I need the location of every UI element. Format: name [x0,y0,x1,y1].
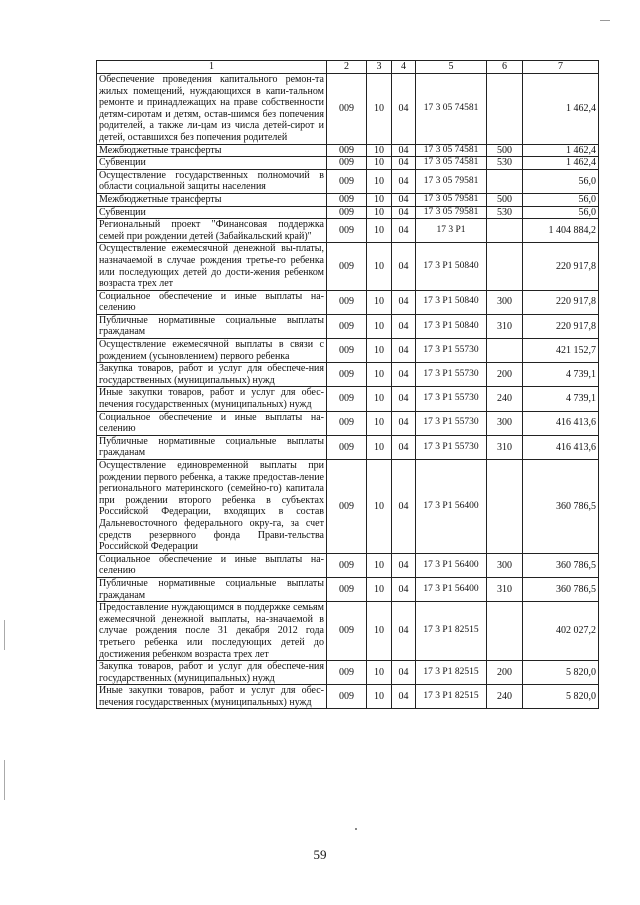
grbs-code-cell: 009 [327,577,367,601]
row-name-cell: Осуществление ежемесячной денежной вы-платы, назначаемой в случае рождения третье-го ребенка или последующих детей до дости-жения ребенком возраста трех лет [97,243,327,290]
amount-cell: 421 152,7 [523,339,599,363]
grbs-code-cell: 009 [327,290,367,314]
section-code-cell: 10 [367,602,392,661]
row-name-cell: Субвенции [97,157,327,170]
row-name-cell: Закупка товаров, работ и услуг для обеспече-ния государственных (муниципальных) нужд [97,661,327,685]
expense-type-cell: 310 [487,577,523,601]
row-name-cell: Осуществление государственных полномочий в области социальной защиты населения [97,169,327,193]
table-row [97,387,599,411]
header-cell: 7 [523,61,599,74]
expense-type-cell [487,602,523,661]
section-code-cell: 10 [367,435,392,459]
target-article-cell: 17 3 05 79581 [416,193,487,206]
section-code-cell: 10 [367,363,392,387]
grbs-code-cell: 009 [327,363,367,387]
target-article-cell: 17 3 P1 [416,219,487,243]
section-code-cell: 10 [367,685,392,709]
expense-type-cell: 310 [487,435,523,459]
subsection-code-cell: 04 [392,243,416,290]
amount-cell: 1 462,4 [523,157,599,170]
amount-cell: 1 462,4 [523,144,599,157]
grbs-code-cell: 009 [327,553,367,577]
section-code-cell: 10 [367,169,392,193]
row-name-cell: Предоставление нуждающимся в поддержке семьям ежемесячной денежной выплаты, на-значаемой в случае рождения после 31 декабря 2012 года третьего ребенка или последующих детей до достижения ребенком возраста трех лет [97,602,327,661]
amount-cell: 220 917,8 [523,243,599,290]
page-number: 59 [313,847,327,862]
subsection-code-cell: 04 [392,219,416,243]
expense-type-cell: 300 [487,290,523,314]
grbs-code-cell: 009 [327,602,367,661]
grbs-code-cell: 009 [327,193,367,206]
subsection-code-cell: 04 [392,290,416,314]
subsection-code-cell: 04 [392,157,416,170]
grbs-code-cell: 009 [327,169,367,193]
target-article-cell: 17 3 P1 82515 [416,602,487,661]
budget-table [96,60,599,709]
table-row [97,661,599,685]
table-row [97,144,599,157]
subsection-code-cell: 04 [392,685,416,709]
row-name-cell: Межбюджетные трансферты [97,144,327,157]
target-article-cell: 17 3 P1 56400 [416,553,487,577]
target-article-cell: 17 3 05 74581 [416,144,487,157]
section-code-cell: 10 [367,219,392,243]
amount-cell: 416 413,6 [523,435,599,459]
target-article-cell: 17 3 P1 55730 [416,435,487,459]
expense-type-cell: 200 [487,363,523,387]
section-code-cell: 10 [367,339,392,363]
amount-cell: 56,0 [523,193,599,206]
table-row [97,74,599,145]
table-row [97,363,599,387]
header-cell: 3 [367,61,392,74]
target-article-cell: 17 3 P1 55730 [416,363,487,387]
section-code-cell: 10 [367,243,392,290]
section-code-cell: 10 [367,460,392,554]
scan-edge-mark [4,760,5,800]
expense-type-cell: 500 [487,144,523,157]
target-article-cell: 17 3 P1 50840 [416,290,487,314]
row-name-cell: Публичные нормативные социальные выплаты гражданам [97,435,327,459]
table-row [97,602,599,661]
expense-type-cell: 240 [487,387,523,411]
grbs-code-cell: 009 [327,206,367,219]
header-cell: 1 [97,61,327,74]
table-row [97,290,599,314]
amount-cell: 5 820,0 [523,685,599,709]
target-article-cell: 17 3 P1 56400 [416,460,487,554]
expense-type-cell [487,219,523,243]
amount-cell: 56,0 [523,206,599,219]
subsection-code-cell: 04 [392,193,416,206]
amount-cell: 1 404 884,2 [523,219,599,243]
subsection-code-cell: 04 [392,206,416,219]
target-article-cell: 17 3 P1 50840 [416,314,487,338]
target-article-cell: 17 3 P1 55730 [416,339,487,363]
section-code-cell: 10 [367,74,392,145]
amount-cell: 1 462,4 [523,74,599,145]
target-article-cell: 17 3 P1 82515 [416,661,487,685]
section-code-cell: 10 [367,144,392,157]
subsection-code-cell: 04 [392,144,416,157]
section-code-cell: 10 [367,157,392,170]
table-row [97,411,599,435]
subsection-code-cell: 04 [392,435,416,459]
grbs-code-cell: 009 [327,74,367,145]
subsection-code-cell: 04 [392,339,416,363]
expense-type-cell [487,460,523,554]
amount-cell: 416 413,6 [523,411,599,435]
row-name-cell: Иные закупки товаров, работ и услуг для обес-печения государственных (муниципальных) нужд [97,685,327,709]
subsection-code-cell: 04 [392,460,416,554]
row-name-cell: Социальное обеспечение и иные выплаты на-селению [97,290,327,314]
target-article-cell: 17 3 P1 50840 [416,243,487,290]
grbs-code-cell: 009 [327,411,367,435]
section-code-cell: 10 [367,577,392,601]
subsection-code-cell: 04 [392,74,416,145]
row-name-cell: Закупка товаров, работ и услуг для обеспече-ния государственных (муниципальных) нужд [97,363,327,387]
amount-cell: 360 786,5 [523,577,599,601]
header-cell: 6 [487,61,523,74]
subsection-code-cell: 04 [392,577,416,601]
row-name-cell: Социальное обеспечение и иные выплаты на-селению [97,553,327,577]
table-row [97,169,599,193]
section-code-cell: 10 [367,314,392,338]
table-row [97,685,599,709]
table-header-row [97,61,599,74]
expense-type-cell [487,243,523,290]
subsection-code-cell: 04 [392,602,416,661]
grbs-code-cell: 009 [327,435,367,459]
scan-dot [355,828,357,830]
amount-cell: 402 027,2 [523,602,599,661]
table-row [97,193,599,206]
expense-type-cell: 530 [487,206,523,219]
expense-type-cell [487,74,523,145]
row-name-cell: Социальное обеспечение и иные выплаты на-селению [97,411,327,435]
row-name-cell: Обеспечение проведения капитального ремон-та жилых помещений, нуждающихся в капи-тальном ремонте и принадлежащих на праве собственности детям-сиротам и детям, остав-шимся без попечения родителей, а также ли-цам из числа детей-сирот и детей, оставшихся без попечения родителей [97,74,327,145]
table-row [97,157,599,170]
subsection-code-cell: 04 [392,553,416,577]
grbs-code-cell: 009 [327,144,367,157]
scan-mark [600,20,610,21]
grbs-code-cell: 009 [327,243,367,290]
target-article-cell: 17 3 P1 55730 [416,411,487,435]
grbs-code-cell: 009 [327,157,367,170]
header-cell: 5 [416,61,487,74]
grbs-code-cell: 009 [327,219,367,243]
row-name-cell: Субвенции [97,206,327,219]
target-article-cell: 17 3 05 74581 [416,74,487,145]
amount-cell: 360 786,5 [523,553,599,577]
expense-type-cell [487,339,523,363]
amount-cell: 5 820,0 [523,661,599,685]
table-row [97,219,599,243]
amount-cell: 4 739,1 [523,387,599,411]
row-name-cell: Иные закупки товаров, работ и услуг для обес-печения государственных (муниципальных) нужд [97,387,327,411]
expense-type-cell: 530 [487,157,523,170]
subsection-code-cell: 04 [392,363,416,387]
subsection-code-cell: 04 [392,661,416,685]
section-code-cell: 10 [367,193,392,206]
row-name-cell: Региональный проект "Финансовая поддержка семей при рождении детей (Забайкальский край)" [97,219,327,243]
section-code-cell: 10 [367,553,392,577]
table-row [97,460,599,554]
section-code-cell: 10 [367,206,392,219]
amount-cell: 220 917,8 [523,314,599,338]
grbs-code-cell: 009 [327,460,367,554]
grbs-code-cell: 009 [327,314,367,338]
table-row [97,314,599,338]
grbs-code-cell: 009 [327,661,367,685]
header-cell: 2 [327,61,367,74]
section-code-cell: 10 [367,661,392,685]
subsection-code-cell: 04 [392,411,416,435]
amount-cell: 220 917,8 [523,290,599,314]
row-name-cell: Межбюджетные трансферты [97,193,327,206]
target-article-cell: 17 3 05 74581 [416,157,487,170]
grbs-code-cell: 009 [327,685,367,709]
subsection-code-cell: 04 [392,387,416,411]
subsection-code-cell: 04 [392,169,416,193]
expense-type-cell: 240 [487,685,523,709]
table-row [97,577,599,601]
expense-type-cell: 200 [487,661,523,685]
section-code-cell: 10 [367,387,392,411]
row-name-cell: Осуществление единовременной выплаты при рождении первого ребенка, а также предостав-ление регионального материнского (семейно-го) капитала при рождении второго ребенка в субъектах Российской Федерации, входящих в состав Дальневосточного федерального окру-га, за счет средств резервного фонда Прави-тельства Российской Федерации [97,460,327,554]
subsection-code-cell: 04 [392,314,416,338]
table-row [97,206,599,219]
section-code-cell: 10 [367,411,392,435]
target-article-cell: 17 3 P1 56400 [416,577,487,601]
target-article-cell: 17 3 05 79581 [416,169,487,193]
table-row [97,243,599,290]
expense-type-cell: 300 [487,553,523,577]
target-article-cell: 17 3 P1 82515 [416,685,487,709]
target-article-cell: 17 3 05 79581 [416,206,487,219]
grbs-code-cell: 009 [327,387,367,411]
table-row [97,339,599,363]
row-name-cell: Публичные нормативные социальные выплаты гражданам [97,577,327,601]
table-row [97,435,599,459]
scan-edge-mark [4,620,5,650]
expense-type-cell: 300 [487,411,523,435]
amount-cell: 4 739,1 [523,363,599,387]
expense-type-cell: 500 [487,193,523,206]
expense-type-cell: 310 [487,314,523,338]
row-name-cell: Осуществление ежемесячной выплаты в связи с рождением (усыновлением) первого ребенка [97,339,327,363]
amount-cell: 360 786,5 [523,460,599,554]
table-body [97,74,599,709]
row-name-cell: Публичные нормативные социальные выплаты гражданам [97,314,327,338]
target-article-cell: 17 3 P1 55730 [416,387,487,411]
amount-cell: 56,0 [523,169,599,193]
section-code-cell: 10 [367,290,392,314]
grbs-code-cell: 009 [327,339,367,363]
header-cell: 4 [392,61,416,74]
table-row [97,553,599,577]
expense-type-cell [487,169,523,193]
